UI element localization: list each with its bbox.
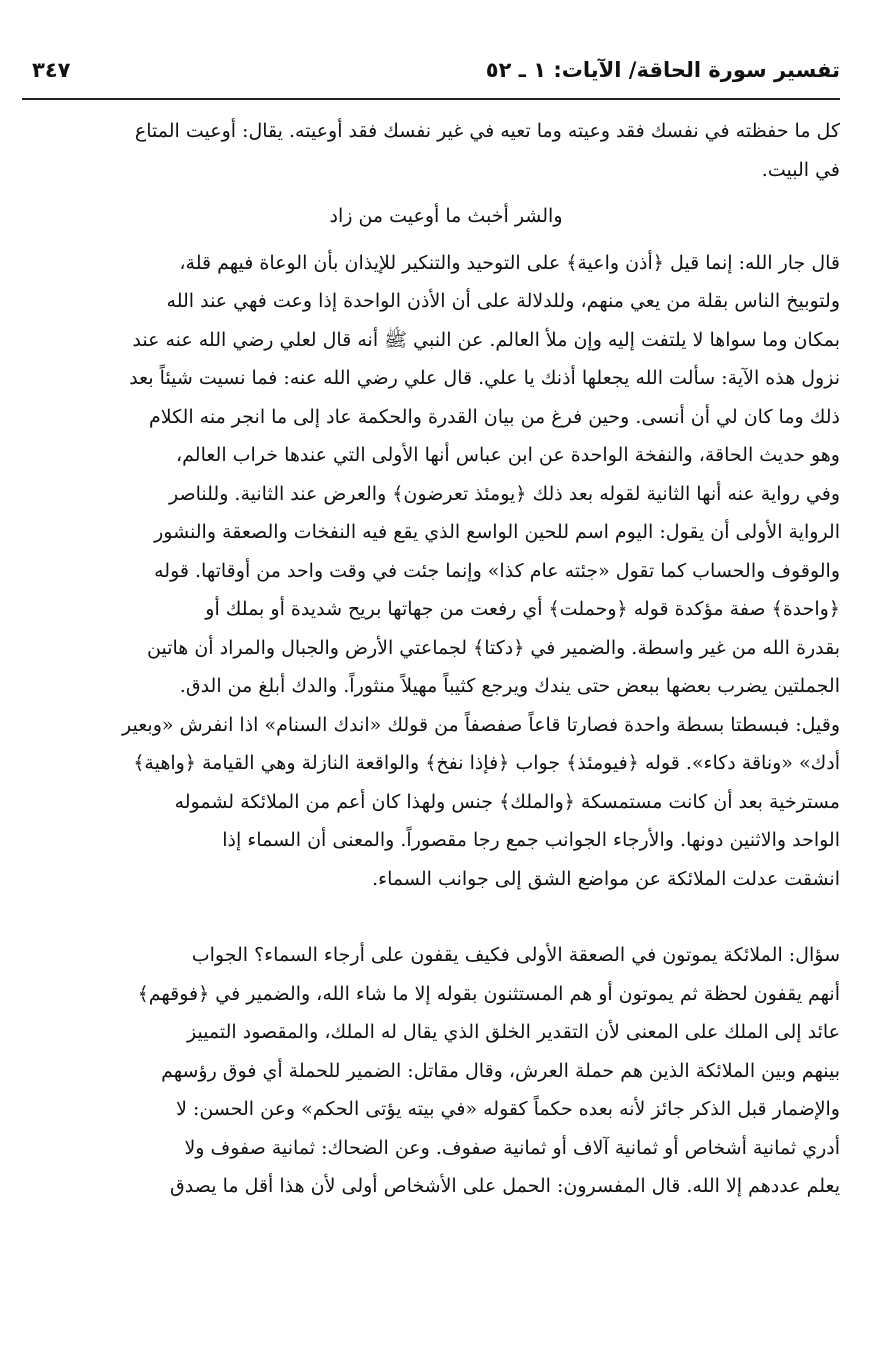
text-line: وقيل: فبسطتا بسطة واحدة فصارتا قاعاً صفصفاً من قولك «اندك السنام» اذا انفرش «وبعير bbox=[122, 713, 840, 736]
text-line: يعلم عددهم إلا الله. قال المفسرون: الحمل على الأشخاص أولى لأن هذا أقل ما يصدق bbox=[170, 1175, 840, 1197]
text-line: بينهم وبين الملائكة الذين هم حملة العرش، وقال مقاتل: الضمير للحملة أي فوق رؤسهم bbox=[161, 1059, 840, 1082]
text-line: وفي رواية عنه أنها الثانية لقوله بعد ذلك ﴿يومئذ تعرضون﴾ والعرض عند الثانية. وللناصر bbox=[169, 482, 840, 505]
text-line: الرواية الأولى أن يقول: اليوم اسم للحين الواسع الذي يقع فيه النفخات والصعقة والنشور bbox=[154, 521, 840, 543]
text-line: أدك» «وناقة دكاء». قوله ﴿فيومئذ﴾ جواب ﴿فإذا نفخ﴾ والواقعة النازلة وهي القيامة ﴿واهية﴾ bbox=[133, 752, 840, 774]
text-line: مسترخية بعد أن كانت مستمسكة ﴿والملك﴾ جنس ولهذا كان أعم من الملائكة لشموله bbox=[174, 790, 840, 813]
text-line: سؤال: الملائكة يموتون في الصعقة الأولى فكيف يقفون على أرجاء السماء؟ الجواب bbox=[191, 944, 840, 966]
text-line: في البيت. bbox=[761, 158, 840, 181]
text-line: والوقوف والحساب كما تقول «جئته عام كذا» وإنما جئت في وقت واحد من أوقاتها. قوله bbox=[154, 559, 840, 582]
page-number: ٣٤٧ bbox=[32, 58, 71, 82]
text-line: نزول هذه الآية: سألت الله يجعلها أذنك يا علي. قال علي رضي الله عنه: فما نسيت شيئاً بعد bbox=[129, 367, 840, 389]
page-body bbox=[22, 112, 840, 1206]
text-line: ولتوبيخ الناس بقلة من يعي منهم، وللدلالة على أن الأذن الواحدة إذا وعت فهي عند الله bbox=[166, 290, 840, 312]
text-line: بقدرة الله من غير واسطة. والضمير في ﴿دكتا﴾ لجماعتي الأرض والجبال والمراد أن هاتين bbox=[147, 636, 840, 659]
text-line: الجملتين يضرب بعضها ببعض حتى يندك ويرجع كثيباً مهيلاً منثوراً. والدك أبلغ من الدق. bbox=[179, 675, 840, 697]
text-line: والإضمار قبل الذكر جائز لأنه بعده حكماً كقوله «في بيته يؤتى الحكم» وعن الحسن: لا bbox=[176, 1098, 840, 1120]
book-page bbox=[22, 48, 840, 1206]
text-line: أدري ثمانية أشخاص أو ثمانية آلاف أو ثمانية صفوف. وعن الضحاك: ثمانية صفوف ولا bbox=[184, 1136, 840, 1159]
text-line: بمكان وما سواها لا يلتفت إليه وإن ملأ العالم. عن النبي ﷺ أنه قال لعلي رضي الله عنه عند bbox=[132, 328, 840, 351]
text-line: عائد إلى الملك على المعنى لأن التقدير الخلق الذي يقال له الملك، والمقصود التمييز bbox=[186, 1021, 840, 1043]
text-line: ذلك وما كان لي أن أنسى. وحين فرغ من بيان القدرة والحكمة عاد إلى ما انجر منه الكلام bbox=[148, 405, 840, 428]
poetry-verse: والشر أخبث ما أوعيت من زاد bbox=[329, 205, 563, 227]
running-title: تفسير سورة الحاقة/ الآيات: ١ ـ ٥٢ bbox=[485, 58, 840, 82]
text-line: ﴿واحدة﴾ صفة مؤكدة قوله ﴿وحملت﴾ أي رفعت من جهاتها بريح شديدة أو بملك أو bbox=[205, 598, 840, 620]
text-line: كل ما حفظته في نفسك فقد وعيته وما تعيه في غير نفسك فقد أوعيته. يقال: أوعيت المتاع bbox=[134, 120, 840, 142]
text-line: قال جار الله: إنما قيل ﴿أذن واعية﴾ على التوحيد والتنكير للإيذان بأن الوعاة فيهم قلة، bbox=[179, 251, 840, 274]
text-line: انشقت عدلت الملائكة عن مواضع الشق إلى جوانب السماء. bbox=[372, 867, 840, 890]
text-line: وهو حديث الحاقة، والنفخة الواحدة عن ابن عباس أنها الأولى التي عندها خراب العالم، bbox=[176, 444, 840, 466]
text-line: الواحد والاثنين دونها. والأرجاء الجوانب جمع رجا مقصوراً. والمعنى أن السماء إذا bbox=[222, 829, 840, 851]
page-header bbox=[22, 48, 840, 100]
text-line: أنهم يقفون لحظة ثم يموتون أو هم المستثنون بقوله إلا ما شاء الله، والضمير في ﴿فوقهم﴾ bbox=[137, 982, 840, 1005]
